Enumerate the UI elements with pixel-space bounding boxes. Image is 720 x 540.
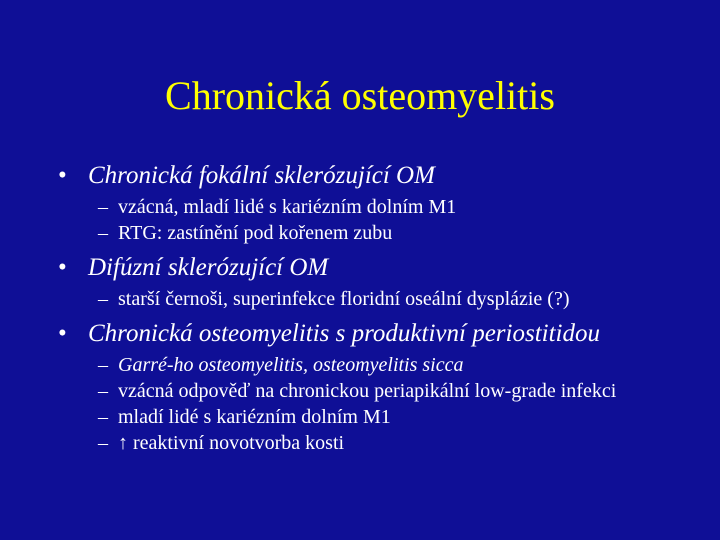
dash-marker: – [98, 406, 108, 428]
sub-item [58, 379, 698, 404]
sub-item [58, 405, 698, 430]
bullet-text: Chronická osteomyelitis s produktivní periostitidou [88, 320, 600, 347]
dash-marker: – [98, 288, 108, 310]
bullet-text: Difúzní sklerózující OM [88, 254, 329, 281]
bullet-marker: • [58, 162, 67, 189]
sub-item [58, 353, 698, 378]
dash-marker: – [98, 196, 108, 218]
sub-list-2 [58, 287, 698, 312]
sub-text: vzácná, mladí lidé s kariézním dolním M1 [118, 196, 457, 218]
sub-item [58, 287, 698, 312]
sub-list-3 [58, 353, 698, 456]
bullet-text: Chronická fokální sklerózující OM [88, 162, 435, 189]
sub-item [58, 431, 698, 456]
sub-list-1 [58, 195, 698, 246]
dash-marker: – [98, 380, 108, 402]
sub-item [58, 221, 698, 246]
bullet-item-1 [58, 160, 698, 191]
bullet-item-2 [58, 252, 698, 283]
bullet-marker: • [58, 254, 67, 281]
sub-item [58, 195, 698, 220]
dash-marker: – [98, 432, 108, 454]
sub-text: starší černoši, superinfekce floridní oseální dysplázie (?) [118, 288, 570, 310]
up-arrow-icon: ↑ [118, 432, 128, 454]
slide-title: Chronická osteomyelitis [165, 73, 555, 118]
sub-text: vzácná odpověď na chronickou periapikální low-grade infekci [118, 380, 617, 402]
bullet-item-3 [58, 318, 698, 349]
sub-text-with-arrow [118, 432, 344, 454]
slide-content [58, 160, 698, 462]
dash-marker: – [98, 354, 108, 376]
sub-text: RTG: zastínění pod kořenem zubu [118, 222, 393, 244]
sub-text: reaktivní novotvorba kosti [133, 432, 345, 454]
dash-marker: – [98, 222, 108, 244]
sub-text: mladí lidé s kariézním dolním M1 [118, 406, 391, 428]
sub-text: Garré-ho osteomyelitis, osteomyelitis sicca [118, 354, 464, 376]
bullet-marker: • [58, 320, 67, 347]
